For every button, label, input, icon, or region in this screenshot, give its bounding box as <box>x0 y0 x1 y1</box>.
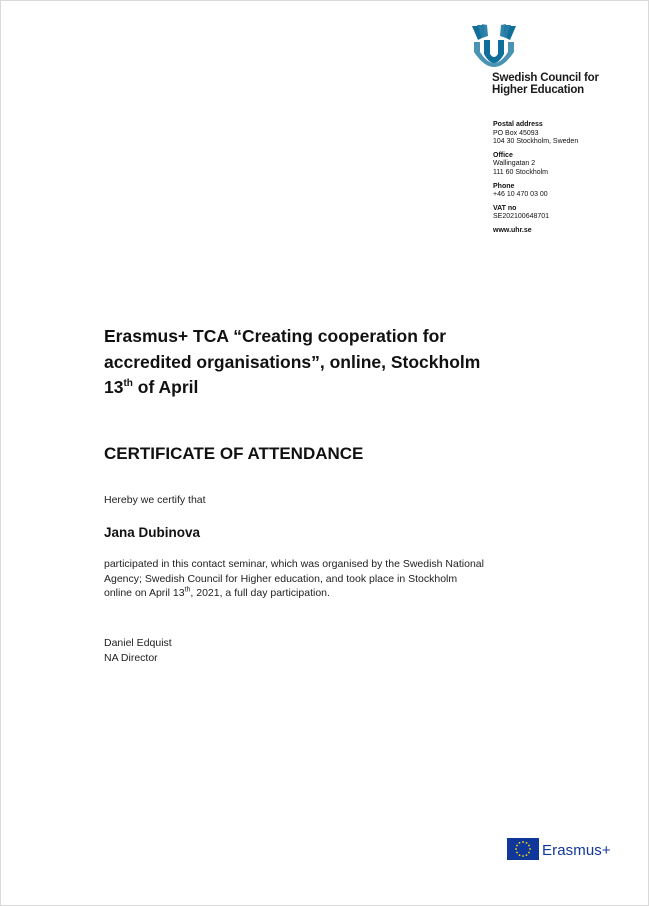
certify-intro: Hereby we certify that <box>104 494 206 506</box>
signer-title: NA Director <box>104 651 158 664</box>
event-title-line1: Erasmus+ TCA “Creating cooperation for <box>104 326 447 346</box>
phone-label: Phone <box>493 182 515 190</box>
address-block <box>493 121 643 241</box>
phone-value: +46 10 470 03 00 <box>493 191 548 199</box>
postal-address-label: Postal address <box>493 121 543 128</box>
eu-flag-icon <box>507 838 539 860</box>
vat-label: VAT no <box>493 204 517 212</box>
office-line1: Wallingatan 2 <box>493 160 536 168</box>
organisation-name-line2: Higher Education <box>492 84 585 96</box>
vat <box>493 205 643 222</box>
event-day: 13 <box>104 377 124 397</box>
certificate-heading: CERTIFICATE OF ATTENDANCE <box>104 444 364 463</box>
event-title-line2: accredited organisations”, online, Stockholm <box>104 351 481 372</box>
office-address <box>493 152 643 178</box>
signature-block <box>104 636 172 665</box>
uhr-logo <box>470 22 620 98</box>
vat-value: SE202100648701 <box>493 213 550 221</box>
event-month: of April <box>132 377 199 397</box>
office-label: Office <box>493 151 513 159</box>
postal-address <box>493 121 643 147</box>
phone <box>493 183 643 200</box>
certificate-body <box>104 557 484 601</box>
organisation-name <box>492 72 599 96</box>
postal-address-line2: 104 30 Stockholm, Sweden <box>493 138 579 146</box>
body-sup: th <box>184 586 191 594</box>
office-line2: 111 60 Stockholm <box>493 168 548 176</box>
postal-address-line1: PO Box 45093 <box>493 129 539 137</box>
organisation-name-line1: Swedish Council for <box>492 72 599 84</box>
participant-name: Jana Dubinova <box>104 525 201 540</box>
body-part2: , 2021, a full day participation. <box>190 587 330 600</box>
event-title-line3 <box>104 375 524 401</box>
event-day-suffix: th <box>123 378 133 390</box>
body-part1: participated in this contact seminar, which was organised by the Swedish National Agency; Swedish Council for Higher education, and took place in Stockholm online on April 13 <box>104 558 484 600</box>
website-link[interactable]: www.uhr.se <box>493 226 532 234</box>
uhr-logo-icon <box>470 22 518 70</box>
erasmus-wordmark: Erasmus+ <box>542 842 611 859</box>
signer-name: Daniel Edquist <box>104 637 172 649</box>
event-title <box>104 324 524 401</box>
